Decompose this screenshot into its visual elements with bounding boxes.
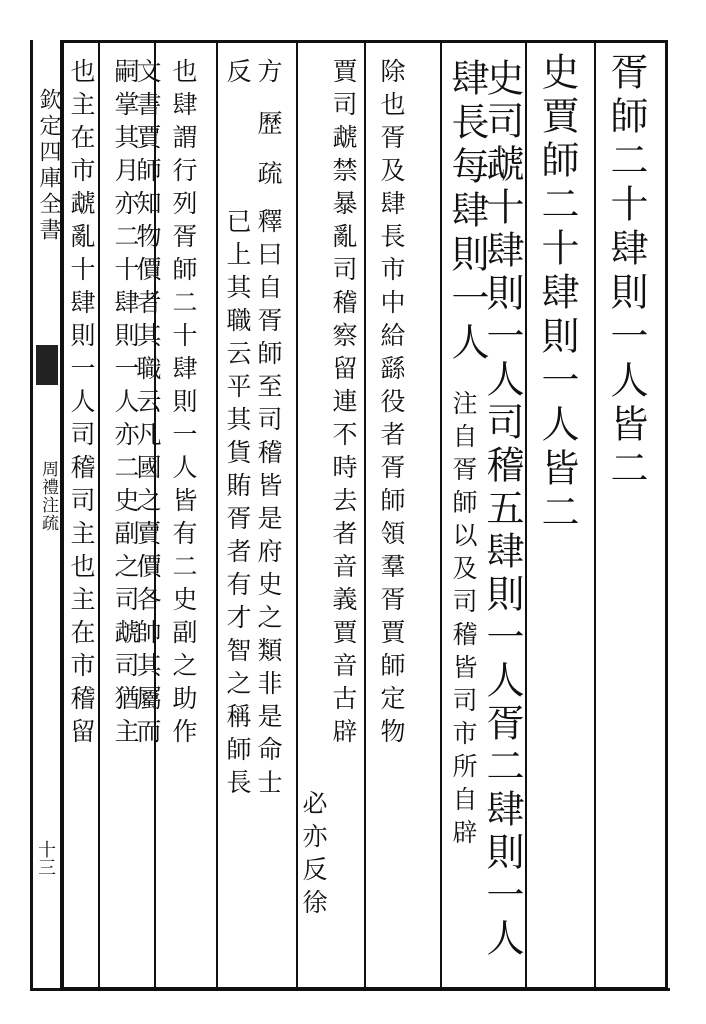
text-column-7-char: 方 <box>254 58 283 91</box>
column-divider <box>98 40 100 990</box>
text-column-4-note: 注自胥師以及司稽皆司市所自辟 <box>449 390 478 852</box>
column-3-text: 史司虣十肆則一人司稽五肆則一人胥二肆則一人 <box>480 58 524 961</box>
text-column-8-note: 已上其職云平其貨賄胥者有才智之稱師長 <box>223 208 252 802</box>
text-column-7-note: 釋曰自胥師至司稽皆是府史之類非是命士 <box>254 208 283 802</box>
text-column-10: 文書賈師知物價者其職云凡國之賣價各帥其屬而 <box>133 58 162 751</box>
spine-ink-block <box>36 345 58 385</box>
column-divider <box>594 40 596 990</box>
text-column-7-char-2: 歷 <box>254 110 283 143</box>
spine-title: 欽定四庫全書 <box>36 88 61 244</box>
column-divider <box>364 40 366 990</box>
spine-page-number: 十三 <box>35 840 56 876</box>
text-column-4 <box>440 58 495 366</box>
text-column-6: 賈司虣禁暴亂司稽察留連不時去者音義賈音古辟 <box>329 58 358 751</box>
page-bottom-edge <box>30 988 670 991</box>
column-divider <box>525 40 527 990</box>
text-column-7-char-3: 疏 <box>254 160 283 193</box>
text-column-8-char: 反 <box>223 58 252 91</box>
column-divider <box>216 40 218 990</box>
spine-book-name: 周禮注疏 <box>38 460 58 532</box>
text-column-6-note: 必亦反徐 <box>299 790 328 922</box>
text-column-11: 嗣掌其月亦二十肆則一人亦二史副之司虣司猶主 <box>111 58 140 751</box>
text-column-9: 也肆謂行列胥師二十肆則一人皆有二史副之助作 <box>169 58 198 751</box>
text-column-2: 史賈師二十肆則一人皆二 <box>535 52 579 536</box>
text-column-5: 除也胥及肆長市中給繇役者胥師領羣胥賈師定物 <box>377 58 406 751</box>
book-spine <box>33 40 62 990</box>
column-4-main: 肆長每肆則一人 <box>445 58 489 366</box>
text-column-12: 也主在市虣亂十肆則一人司稽司主也主在市稽留 <box>67 58 96 751</box>
text-column-1: 胥師二十肆則一人皆二 <box>604 52 648 492</box>
